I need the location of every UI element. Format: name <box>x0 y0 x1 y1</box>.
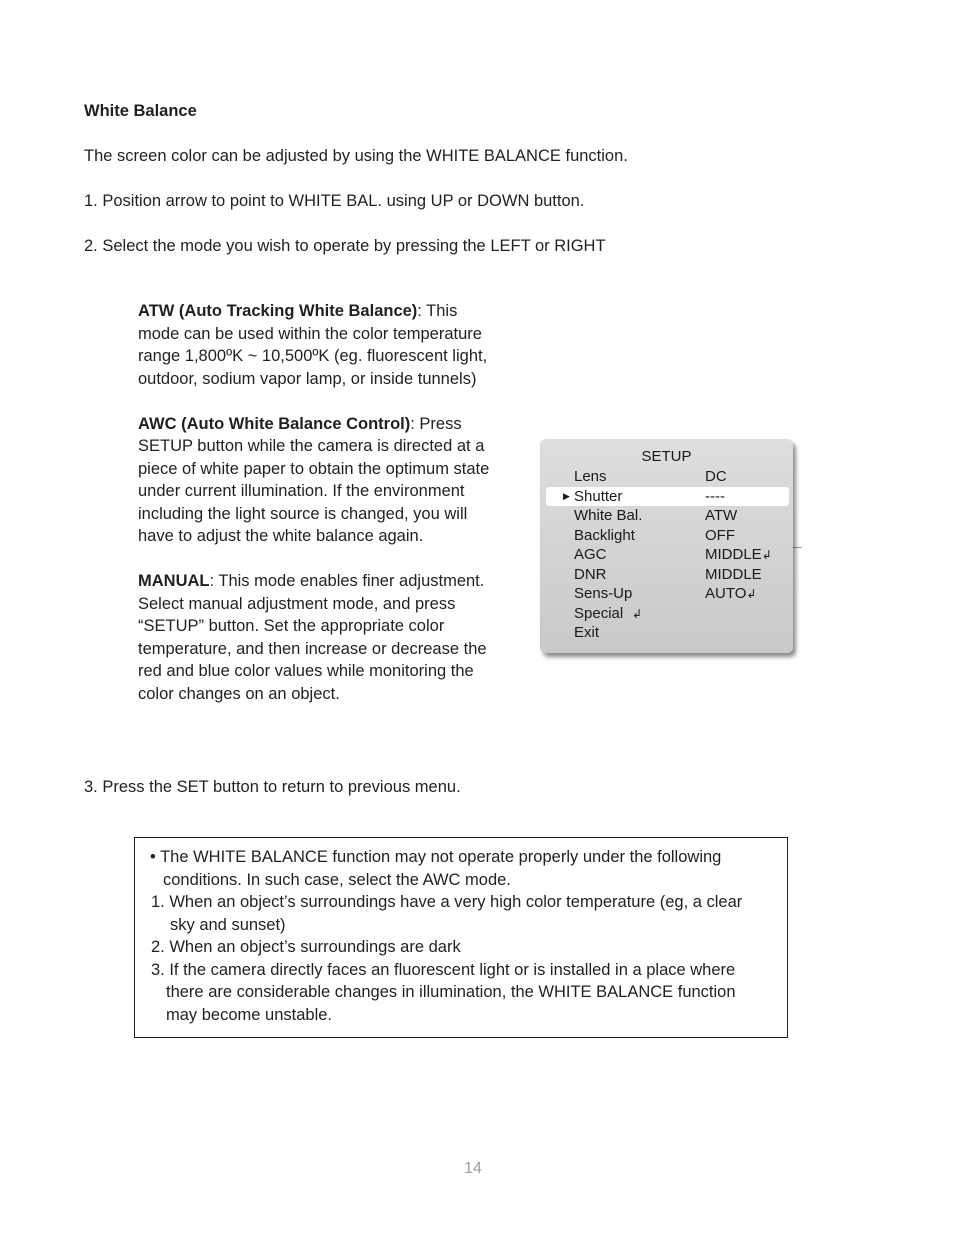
osd-menu-item <box>546 565 789 585</box>
section-heading: White Balance <box>84 102 197 120</box>
osd-item-name: AGC <box>574 546 607 563</box>
note-line: • The WHITE BALANCE function may not operate properly under the following <box>150 848 722 866</box>
osd-menu-item <box>546 506 789 526</box>
osd-setup-menu <box>540 439 793 653</box>
osd-item-name: Special <box>574 604 624 622</box>
osd-item-name: Lens <box>574 468 607 485</box>
note-line: conditions. In such case, select the AWC mode. <box>163 871 511 889</box>
enter-icon: ↲ <box>746 587 757 601</box>
note-line: there are considerable changes in illumination, the WHITE BALANCE function <box>166 983 736 1001</box>
note-line: 3. If the camera directly faces an fluorescent light or is installed in a place where <box>151 961 736 979</box>
osd-item-name: Shutter <box>574 487 623 505</box>
osd-menu-item <box>546 467 789 487</box>
mode-title: ATW (Auto Tracking White Balance) <box>138 302 418 320</box>
note-box <box>134 837 788 1038</box>
mode-text: : Press SETUP button while the camera is directed at a piece of white paper to obtain the optimum state under current illumination. If the environment including the light source is changed, you will have to adjust the white balance again. <box>138 414 490 545</box>
mode-awc <box>138 413 498 548</box>
osd-item-value <box>705 506 737 526</box>
osd-menu-item <box>546 623 789 643</box>
mode-atw <box>138 300 498 390</box>
page-number: 14 <box>464 1160 482 1177</box>
step-2: 2. Select the mode you wish to operate by pressing the LEFT or RIGHT <box>84 237 606 255</box>
mode-title: MANUAL <box>138 572 210 590</box>
osd-item-value <box>705 545 772 566</box>
mode-manual <box>138 570 498 705</box>
osd-item-name: Backlight <box>574 526 635 544</box>
osd-item-value-text: AUTO <box>705 585 747 602</box>
osd-item-value <box>705 565 762 585</box>
note-line: may become unstable. <box>166 1006 333 1024</box>
enter-icon: ↲ <box>761 548 772 562</box>
osd-item-value <box>705 487 725 507</box>
mode-title: AWC (Auto White Balance Control) <box>138 414 411 433</box>
osd-menu-item <box>546 545 789 565</box>
step-3: 3. Press the SET button to return to previous menu. <box>84 778 461 796</box>
osd-menu-item <box>546 604 789 624</box>
osd-menu-item <box>546 584 789 604</box>
osd-item-value-text: ---- <box>705 487 725 505</box>
enter-icon: ↲ <box>632 606 643 621</box>
mode-text: : This mode enables finer adjustment. Select manual adjustment mode, and press “SETUP” button. Set the appropriate color temperature, and then increase or decrease the red and blue color values while monitoring the color changes on an object. <box>138 572 487 703</box>
osd-item-name: DNR <box>574 565 607 583</box>
selection-arrow-icon: ▶ <box>563 490 570 501</box>
osd-item-name: White Bal. <box>574 507 643 524</box>
osd-item-value <box>705 526 735 546</box>
osd-item-value <box>705 467 727 487</box>
osd-item-value-text: MIDDLE <box>705 565 762 583</box>
osd-menu-item <box>546 487 789 507</box>
osd-menu-title: SETUP <box>641 448 692 465</box>
note-line: 1. When an object’s surroundings have a very high color temperature (eg, a clear <box>151 893 743 911</box>
osd-menu-item <box>546 526 789 546</box>
osd-item-name: Sens-Up <box>574 585 633 602</box>
osd-item-value-text: ATW <box>705 507 738 524</box>
mode-text: : This mode can be used within the color temperature range 1,800ºK ~ 10,500ºK (eg. fluorescent light, outdoor, sodium vapor lamp, or inside tunnels) <box>138 302 488 388</box>
osd-item-value <box>705 584 756 605</box>
note-line: 2. When an object’s surroundings are dark <box>151 938 461 956</box>
note-line: sky and sunset) <box>170 916 286 934</box>
mode-descriptions <box>138 300 498 728</box>
osd-item-value-text: OFF <box>705 526 735 544</box>
osd-item-name: Exit <box>574 624 600 641</box>
osd-item-value-text: DC <box>705 468 727 485</box>
step-1: 1. Position arrow to point to WHITE BAL. using UP or DOWN button. <box>84 192 585 210</box>
intro-paragraph: The screen color can be adjusted by using the WHITE BALANCE function. <box>84 147 628 165</box>
osd-item-value-text: MIDDLE <box>705 546 762 563</box>
